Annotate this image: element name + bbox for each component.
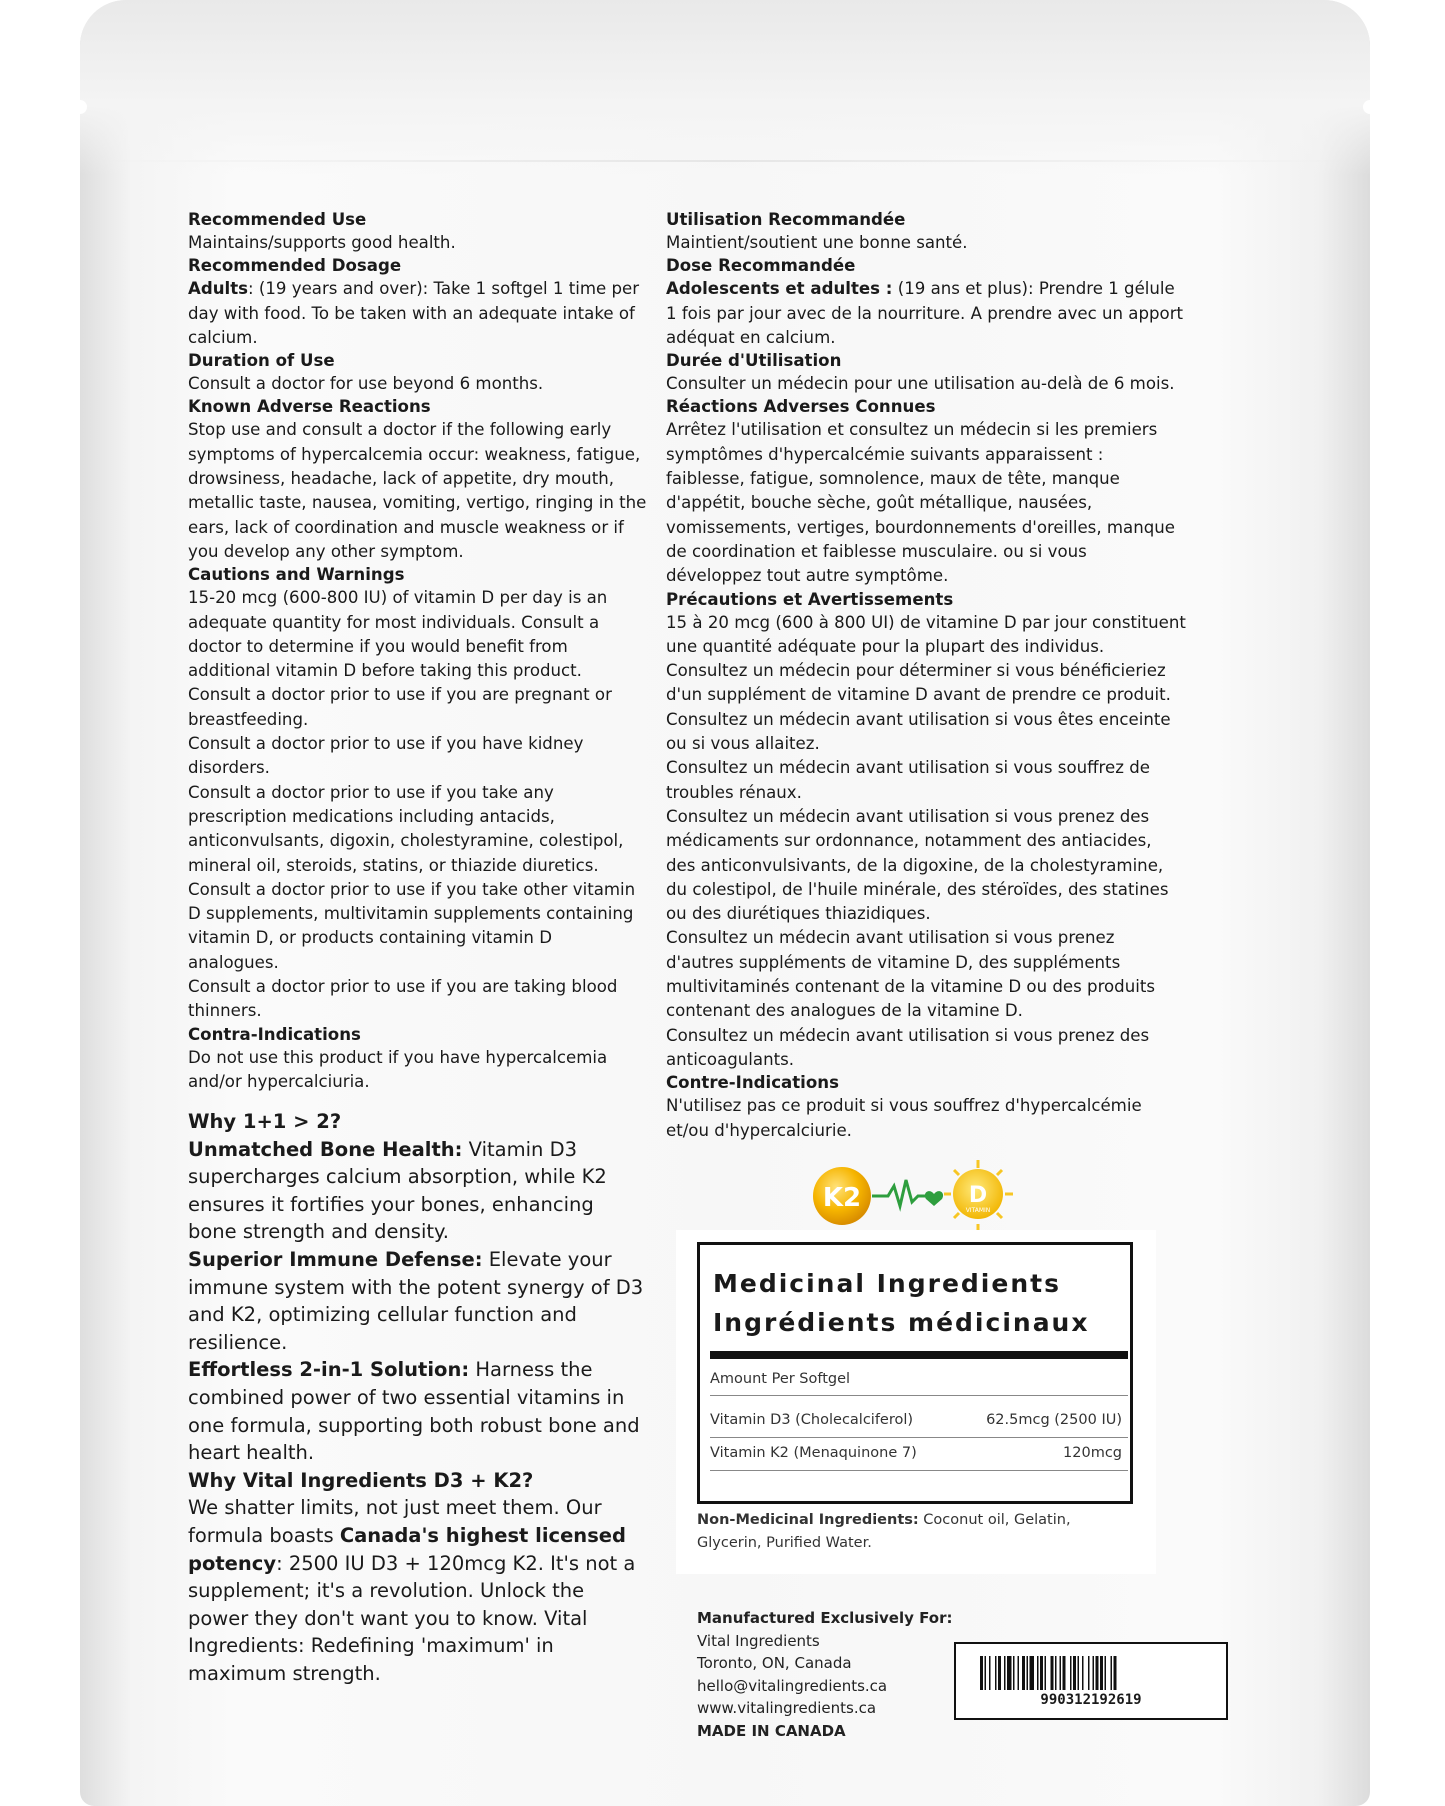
why-heading: Why 1+1 > 2? (188, 1110, 342, 1133)
non-medicinal-ingredients (697, 1509, 1137, 1555)
barcode-bar (1063, 1656, 1066, 1690)
adults-text: : (19 years and over): Take 1 softgel 1 time per day with food. To be taken with an adequate intake of calcium. (188, 279, 640, 347)
cautions-text: Consult a doctor prior to use if you take other vitamin D supplements, multivitamin supplements containing vitamin D, or products containing vitamin D analogues. (188, 879, 636, 972)
cautions-text: Consult a doctor prior to use if you have kidney disorders. (188, 734, 584, 778)
dosage-text (188, 277, 648, 350)
adults-text-fr: (19 ans et plus): Prendre 1 gélule 1 fois par jour avec de la nourriture. A prendre avec un apport adéquat en calcium. (666, 279, 1184, 347)
divider (710, 1470, 1128, 1471)
barcode-bar (1055, 1656, 1057, 1690)
barcode-bar (1060, 1656, 1062, 1690)
barcode-bar (1114, 1656, 1117, 1690)
barcode-bar (998, 1656, 1001, 1690)
barcode-bar (1051, 1656, 1054, 1690)
recommended-use-heading: Recommended Use (188, 210, 367, 229)
contra-text-fr: N'utilisez pas ce produit si vous souffrez d'hypercalcémie et/ou d'hypercalciurie. (666, 1096, 1142, 1140)
medicinal-title-fr: Ingrédients médicinaux (713, 1308, 1090, 1337)
medicinal-title (713, 1264, 1089, 1342)
recommended-dosage-heading-fr: Dose Recommandée (666, 256, 856, 276)
cautions-text-fr: 15 à 20 mcg (600 à 800 UI) de vitamine D par jour constituent une quantité adéquate pour la plupart des individus. (666, 612, 1186, 656)
barcode-bar (1088, 1656, 1090, 1690)
barcode-bars (980, 1656, 1206, 1690)
divider (710, 1437, 1128, 1438)
ingredient-value: 62.5mcg (2500 IU) (986, 1412, 1122, 1428)
barcode (954, 1642, 1228, 1720)
ingredient-row (710, 1412, 1128, 1428)
duration-text-fr: Consulter un médecin pour une utilisation au-delà de 6 mois. (666, 374, 1175, 394)
vital-bold: Canada's highest licensed potency (188, 1523, 626, 1575)
divider (710, 1395, 1128, 1396)
manufacturer-block (697, 1607, 952, 1742)
non-medicinal-label: Non-Medicinal Ingredients: (697, 1512, 919, 1528)
manufacturer-email: hello@vitalingredients.ca (697, 1676, 888, 1695)
ingredient-name: Vitamin D3 (Cholecalciferol) (710, 1412, 914, 1428)
vital-body-1: We shatter limits, not just meet them. Our formula boasts (188, 1496, 602, 1547)
adults-label-fr: Adolescents et adultes : (666, 279, 893, 299)
manufacturer-city: Toronto, ON, Canada (697, 1654, 852, 1672)
immune-text (188, 1246, 648, 1356)
duration-heading: Duration of Use (188, 351, 335, 371)
why-section (188, 1108, 648, 1687)
cautions-text-fr: Consultez un médecin avant utilisation si vous prenez d'autres suppléments de vitamine D, des suppléments multivitaminés contenant de la vitamine D ou des produits contenant des analogues de la vitamine D. (666, 928, 1155, 1021)
vital-body-2: : 2500 IU D3 + 120mcg K2. It's not a supplement; it's a revolution. Unlock the power they don't want you to know. Vital Ingredients: Redefining 'maximum' in maximum strength. (188, 1551, 636, 1685)
barcode-bar (995, 1656, 997, 1690)
seal-line (80, 160, 1370, 162)
ingredient-row (710, 1445, 1128, 1461)
cautions-text-fr: Consultez un médecin avant utilisation si vous souffrez de troubles rénaux. (666, 758, 1150, 802)
adverse-text: Stop use and consult a doctor if the following early symptoms of hypercalcemia occur: weakness, fatigue, drowsiness, headache, lack of appetite, dry mouth, metallic taste, nausea, vomiting, vertigo, ringing in the ears, lack of coordination and muscle weakness or if you develop any other symptom. (188, 420, 647, 561)
adverse-heading: Known Adverse Reactions (188, 397, 431, 417)
barcode-bar (1007, 1656, 1012, 1690)
barcode-bar (1082, 1656, 1084, 1690)
tear-notch-right (1363, 100, 1377, 114)
cautions-heading: Cautions and Warnings (188, 565, 405, 585)
recommended-use-text: Maintains/supports good health. (188, 233, 456, 252)
medicinal-title-en: Medicinal Ingredients (713, 1269, 1061, 1298)
cautions-text: Consult a doctor prior to use if you are pregnant or breastfeeding. (188, 685, 612, 729)
immune-body: Elevate your immune system with the potent synergy of D3 and K2, optimizing cellular function and resilience. (188, 1247, 644, 1354)
french-label-column (666, 209, 1186, 1143)
cautions-text-fr: Consultez un médecin avant utilisation si vous prenez des anticoagulants. (666, 1025, 1150, 1069)
barcode-bar (1040, 1656, 1043, 1690)
barcode-bar (1111, 1656, 1113, 1690)
contra-heading: Contra-Indications (188, 1024, 361, 1044)
adverse-text-fr: Arrêtez l'utilisation et consultez un médecin si les premiers symptômes d'hypercalcémie suivants apparaissent : faiblesse, fatigue, somnolence, maux de tête, manque d'appétit, bouche sèche, goût métallique, nausées, vomissements, vertiges, bourdonnements d'oreilles, manque de coordination et faiblesse musculaire. ou si vous développez tout autre symptôme. (666, 420, 1175, 586)
recommended-dosage-heading: Recommended Dosage (188, 256, 402, 276)
adults-label: Adults (188, 279, 249, 299)
manufacturer-title: Manufactured Exclusively For: (697, 1609, 953, 1627)
k2-d-icon-group (806, 1158, 1026, 1230)
solution-label: Effortless 2-in-1 Solution: (188, 1358, 470, 1382)
barcode-bar (1018, 1656, 1020, 1690)
cautions-text-fr: Consultez un médecin avant utilisation si vous êtes enceinte ou si vous allaitez. (666, 709, 1171, 754)
barcode-bar (1096, 1656, 1099, 1690)
non-medicinal-text: Coconut oil, Gelatin, Glycerin, Purified Water. (697, 1512, 1071, 1551)
barcode-bar (1045, 1656, 1047, 1690)
bone-health-text (188, 1136, 648, 1246)
amount-per-softgel: Amount Per Softgel (710, 1371, 851, 1387)
barcode-bar (1037, 1656, 1039, 1690)
solution-text (188, 1356, 648, 1466)
made-in-canada: MADE IN CANADA (697, 1721, 846, 1740)
recommended-use-heading-fr: Utilisation Recommandée (666, 210, 906, 229)
k2-heart-d-icon (806, 1158, 1026, 1230)
ingredient-value: 120mcg (1063, 1445, 1122, 1461)
d-icon-sub: VITAMIN (965, 1207, 991, 1214)
barcode-bar (1078, 1656, 1080, 1690)
dosage-text-fr (666, 277, 1186, 350)
contra-heading-fr: Contre-Indications (666, 1073, 839, 1093)
barcode-bar (980, 1656, 983, 1690)
vital-heading: Why Vital Ingredients D3 + K2? (188, 1468, 534, 1492)
barcode-bar (1100, 1656, 1103, 1690)
barcode-bar (1022, 1656, 1025, 1690)
barcode-bar (1070, 1656, 1072, 1690)
bone-health-label: Unmatched Bone Health: (188, 1137, 463, 1161)
barcode-bar (989, 1656, 991, 1690)
barcode-bar (1013, 1656, 1015, 1690)
medicinal-rule (710, 1351, 1128, 1359)
manufacturer-website: www.vitalingredients.ca (697, 1699, 877, 1717)
solution-body: Harness the combined power of two essential vitamins in one formula, supporting both robust bone and heart health. (188, 1358, 640, 1465)
cautions-text-fr: Consultez un médecin pour déterminer si vous bénéficieriez d'un supplément de vitamine D avant de prendre ce produit. (666, 661, 1171, 705)
barcode-bar (1027, 1656, 1029, 1690)
duration-heading-fr: Durée d'Utilisation (666, 351, 842, 371)
barcode-bar (1073, 1656, 1076, 1690)
cautions-text-fr: Consultez un médecin avant utilisation si vous prenez des médicaments sur ordonnance, notamment des antiacides, des anticonvulsivants, de la digoxine, de la cholestyramine, du colestipol, de l'huile minérale, des stéroïdes, des statines ou des diurétiques thiazidiques. (666, 806, 1169, 924)
barcode-bar (985, 1656, 987, 1690)
vital-text (188, 1494, 648, 1687)
barcode-bar (1105, 1656, 1107, 1690)
manufacturer-name: Vital Ingredients (697, 1631, 820, 1650)
contra-text: Do not use this product if you have hypercalcemia and/or hypercalciuria. (188, 1047, 608, 1091)
heart-icon (925, 1191, 943, 1206)
cautions-heading-fr: Précautions et Avertissements (666, 589, 954, 609)
english-label-column (188, 209, 648, 1094)
d-icon-label: D (968, 1183, 988, 1208)
cautions-text: 15-20 mcg (600-800 IU) of vitamin D per day is an adequate quantity for most individuals. Consult a doctor to determine if you would benefit from additional vitamin D before taking this product. (188, 588, 608, 681)
immune-label: Superior Immune Defense: (188, 1247, 483, 1271)
barcode-bar (1004, 1656, 1006, 1690)
duration-text: Consult a doctor for use beyond 6 months. (188, 374, 544, 394)
ingredient-name: Vitamin K2 (Menaquinone 7) (710, 1445, 917, 1461)
tear-notch-left (73, 100, 87, 114)
barcode-number: 990312192619 (1040, 1692, 1142, 1708)
cautions-text: Consult a doctor prior to use if you take any prescription medications including antacids, anticonvulsants, digoxin, cholestyramine, colestipol, mineral oil, steroids, statins, or thiazide diuretics. (188, 782, 624, 875)
cautions-text: Consult a doctor prior to use if you are taking blood thinners. (188, 977, 618, 1021)
recommended-use-text-fr: Maintient/soutient une bonne santé. (666, 233, 968, 252)
pouch-seal-band (80, 0, 1370, 175)
pulse-line (872, 1180, 930, 1206)
adverse-heading-fr: Réactions Adverses Connues (666, 397, 936, 417)
barcode-bar (1093, 1656, 1095, 1690)
bone-health-body: Vitamin D3 supercharges calcium absorption, while K2 ensures it fortifies your bones, enhancing bone strength and density. (188, 1137, 607, 1244)
barcode-bar (1030, 1656, 1035, 1690)
k2-icon-label: K2 (822, 1183, 862, 1213)
